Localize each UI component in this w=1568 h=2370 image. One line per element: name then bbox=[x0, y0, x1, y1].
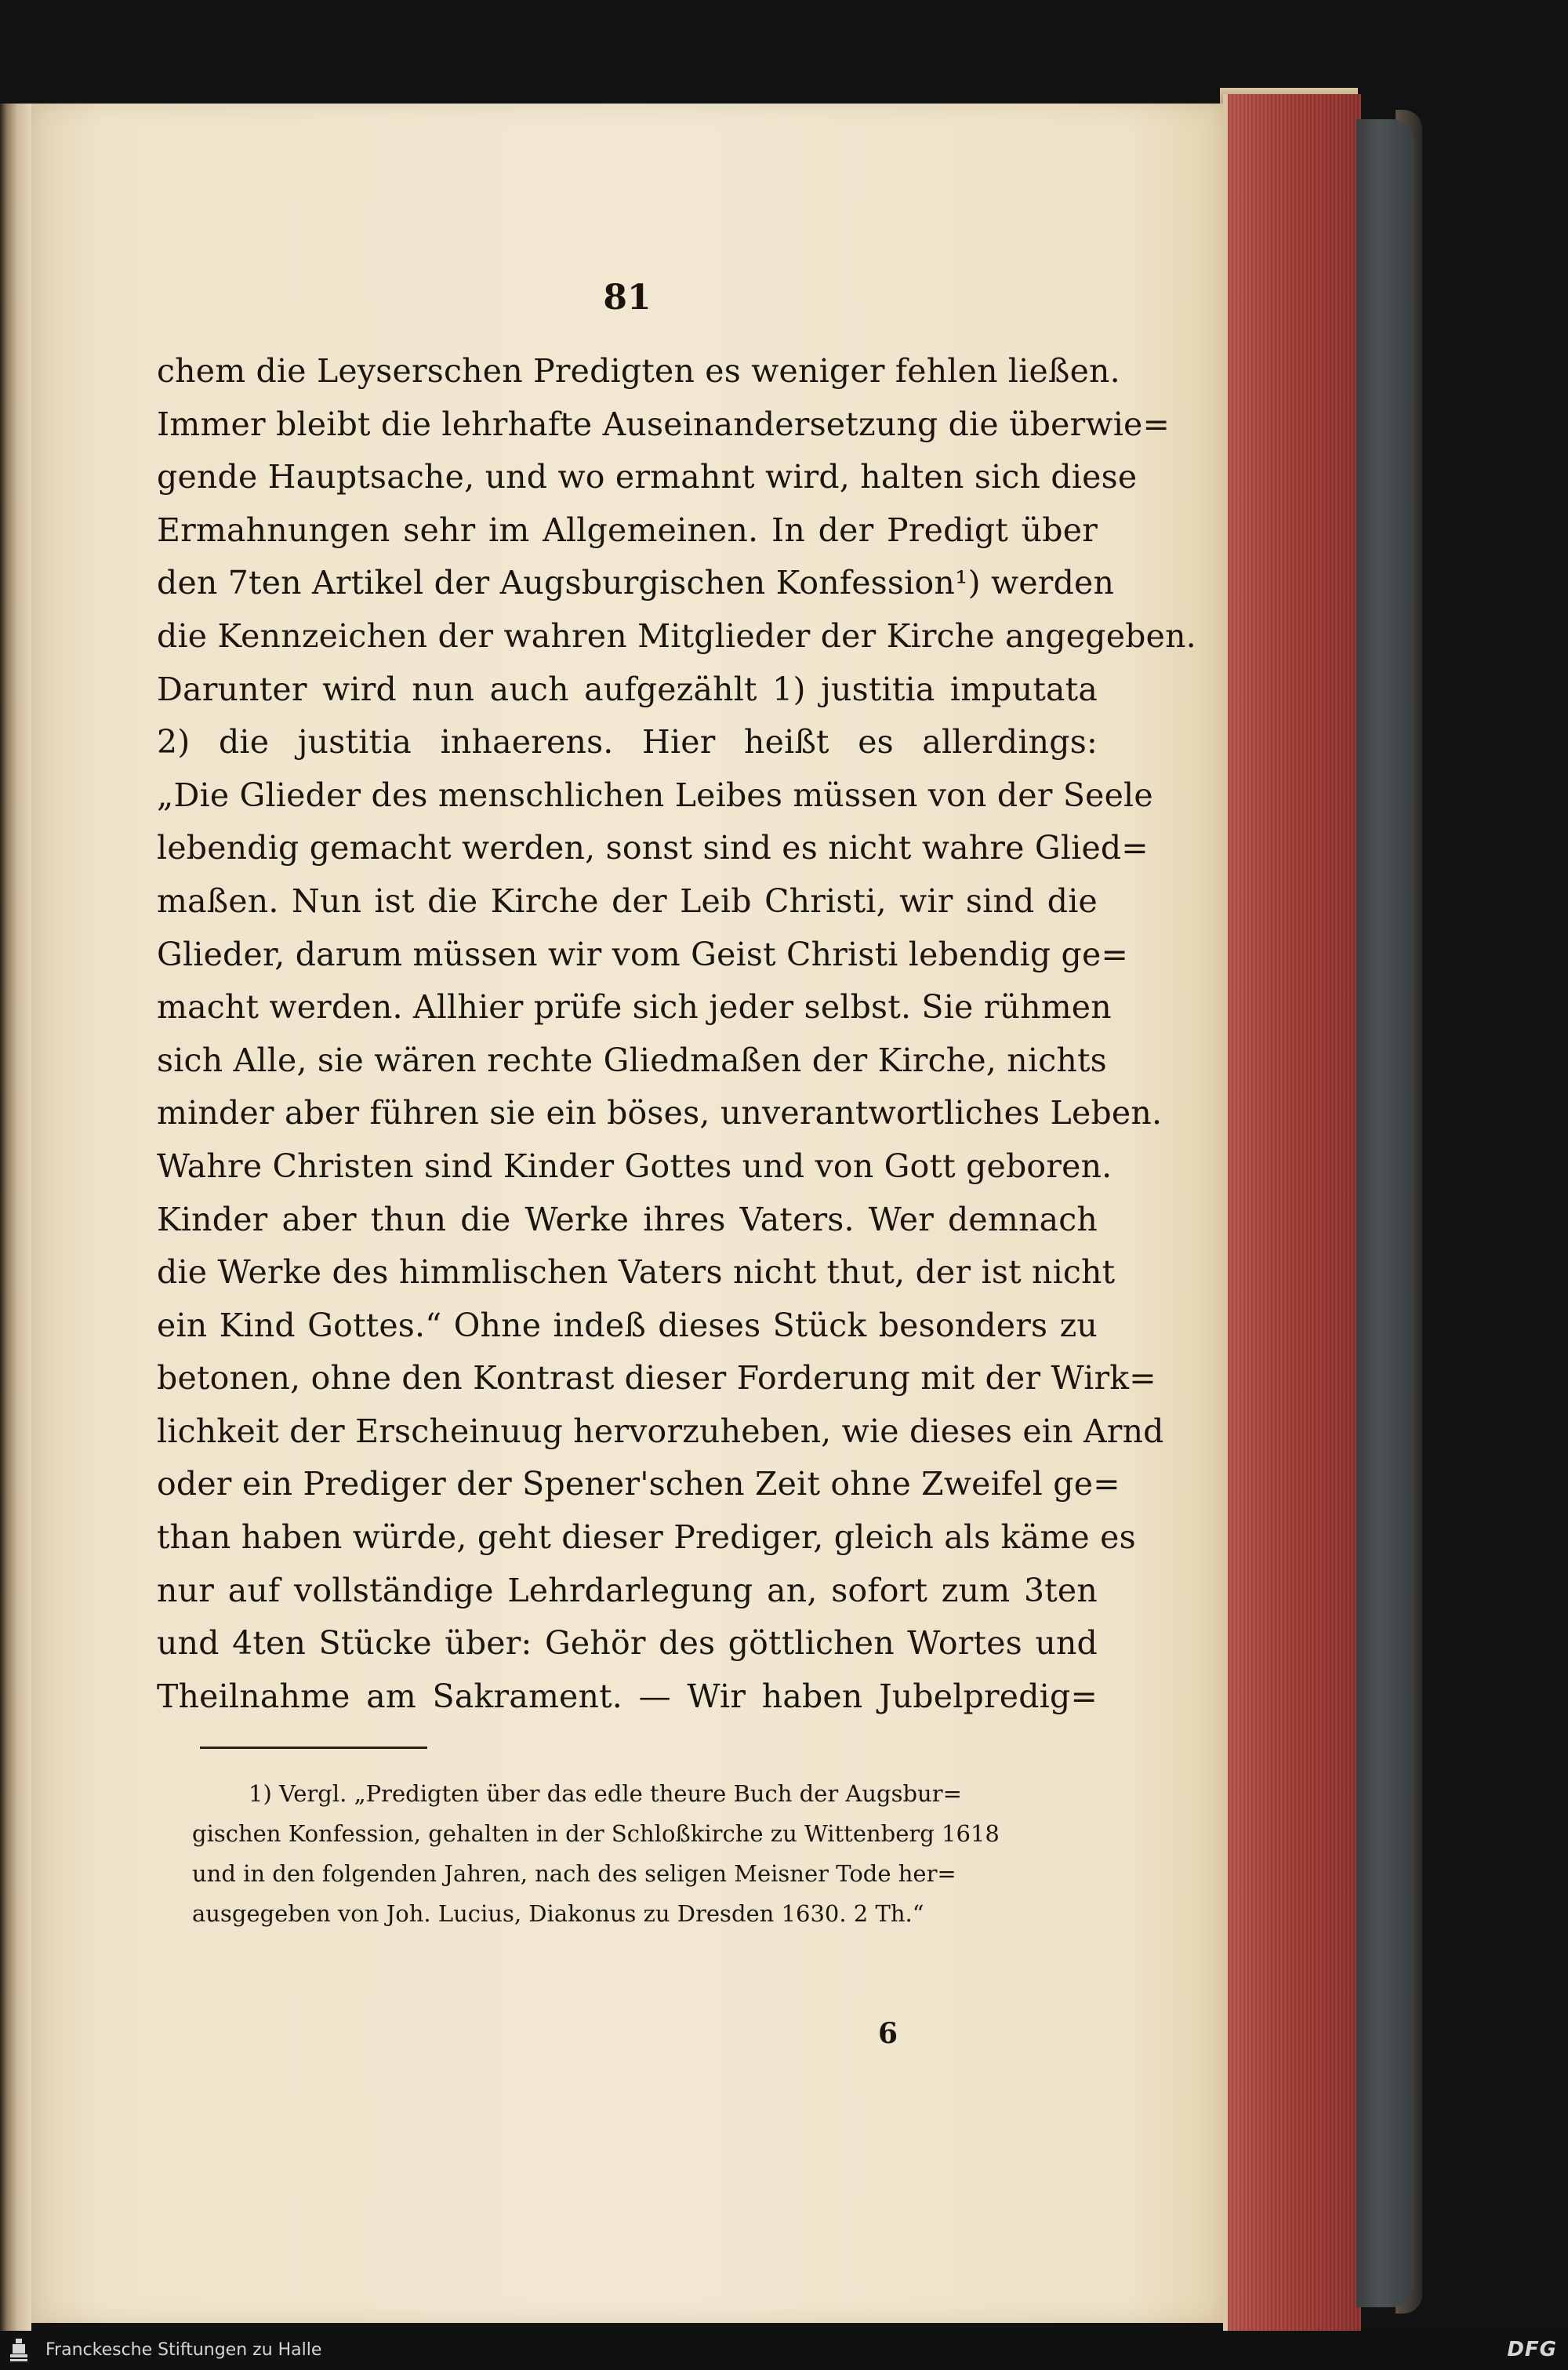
page-number: 81 bbox=[603, 278, 652, 318]
dfg-logo: DFG bbox=[1507, 2338, 1557, 2361]
text-line: betonen, ohne den Kontrast dieser Forderung mit der Wirk= bbox=[157, 1359, 1156, 1398]
book-cover bbox=[1356, 119, 1414, 2307]
footnote-divider bbox=[200, 1747, 427, 1749]
franckesche-logo-icon bbox=[8, 2337, 30, 2364]
text-line: Glieder, darum müssen wir vom Geist Christi lebendig ge= bbox=[157, 935, 1128, 973]
text-line: lichkeit der Erscheinuug hervorzuheben, wie dieses ein Arnd bbox=[157, 1412, 1164, 1450]
book-page bbox=[31, 104, 1223, 2323]
page-edges-red bbox=[1223, 94, 1361, 2337]
text-line: ein Kind Gottes.“ Ohne indeß dieses Stück besonders zu bbox=[157, 1306, 1098, 1344]
text-line: chem die Leyserschen Predigten es weniger fehlen ließen. bbox=[157, 352, 1120, 390]
text-line: die Werke des himmlischen Vaters nicht thut, der ist nicht bbox=[157, 1253, 1116, 1292]
text-line: macht werden. Allhier prüfe sich jeder selbst. Sie rühmen bbox=[157, 988, 1112, 1027]
text-line: sich Alle, sie wären rechte Gliedmaßen der Kirche, nichts bbox=[157, 1041, 1107, 1079]
footnote-line: 1) Vergl. „Predigten über das edle theure Buch der Augsbur= bbox=[249, 1780, 962, 1807]
text-line: lebendig gemacht werden, sonst sind es nicht wahre Glied= bbox=[157, 829, 1149, 867]
text-line: maßen. Nun ist die Kirche der Leib Christi, wir sind die bbox=[157, 881, 1098, 920]
footnote-line: ausgegeben von Joh. Lucius, Diakonus zu Dresden 1630. 2 Th.“ bbox=[192, 1900, 924, 1927]
text-line: Immer bleibt die lehrhafte Auseinandersetzung die überwie= bbox=[157, 405, 1171, 443]
text-line: than haben würde, geht dieser Prediger, gleich als käme es bbox=[157, 1518, 1136, 1557]
text-line: Wahre Christen sind Kinder Gottes und von Gott geboren. bbox=[157, 1147, 1112, 1185]
text-line: minder aber führen sie ein böses, unverantwortliches Leben. bbox=[157, 1094, 1163, 1132]
text-line: 2) die justitia inhaerens. Hier heißt es allerdings: bbox=[157, 723, 1098, 762]
signature-mark: 6 bbox=[878, 2017, 898, 2050]
text-line: Kinder aber thun die Werke ihres Vaters. Wer demnach bbox=[157, 1200, 1098, 1238]
text-line: oder ein Prediger der Spener'schen Zeit ohne Zweifel ge= bbox=[157, 1465, 1120, 1503]
text-line: gende Hauptsache, und wo ermahnt wird, halten sich diese bbox=[157, 458, 1138, 496]
footnote-line: gischen Konfession, gehalten in der Schloßkirche zu Wittenberg 1618 bbox=[192, 1820, 1000, 1847]
text-line: Theilnahme am Sakrament. — Wir haben Jubelpredig= bbox=[157, 1677, 1098, 1715]
text-line: Ermahnungen sehr im Allgemeinen. In der Predigt über bbox=[157, 511, 1098, 549]
footer-bar bbox=[0, 2331, 1568, 2370]
institution-name: Franckesche Stiftungen zu Halle bbox=[45, 2340, 322, 2360]
footnote bbox=[192, 1774, 1094, 1934]
previous-page-edge bbox=[0, 104, 17, 2339]
text-line: „Die Glieder des menschlichen Leibes müssen von der Seele bbox=[157, 776, 1153, 814]
text-line: und 4ten Stücke über: Gehör des göttlichen Wortes und bbox=[157, 1624, 1098, 1663]
footnote-line: und in den folgenden Jahren, nach des seligen Meisner Tode her= bbox=[192, 1860, 956, 1887]
gutter bbox=[17, 104, 31, 2339]
text-line: den 7ten Artikel der Augsburgischen Konfession¹) werden bbox=[157, 564, 1115, 602]
text-line: nur auf vollständige Lehrdarlegung an, sofort zum 3ten bbox=[157, 1571, 1098, 1609]
text-line: die Kennzeichen der wahren Mitglieder der Kirche angegeben. bbox=[157, 616, 1196, 655]
body-text bbox=[157, 345, 1196, 1723]
text-line: Darunter wird nun auch aufgezählt 1) justitia imputata bbox=[157, 670, 1098, 708]
